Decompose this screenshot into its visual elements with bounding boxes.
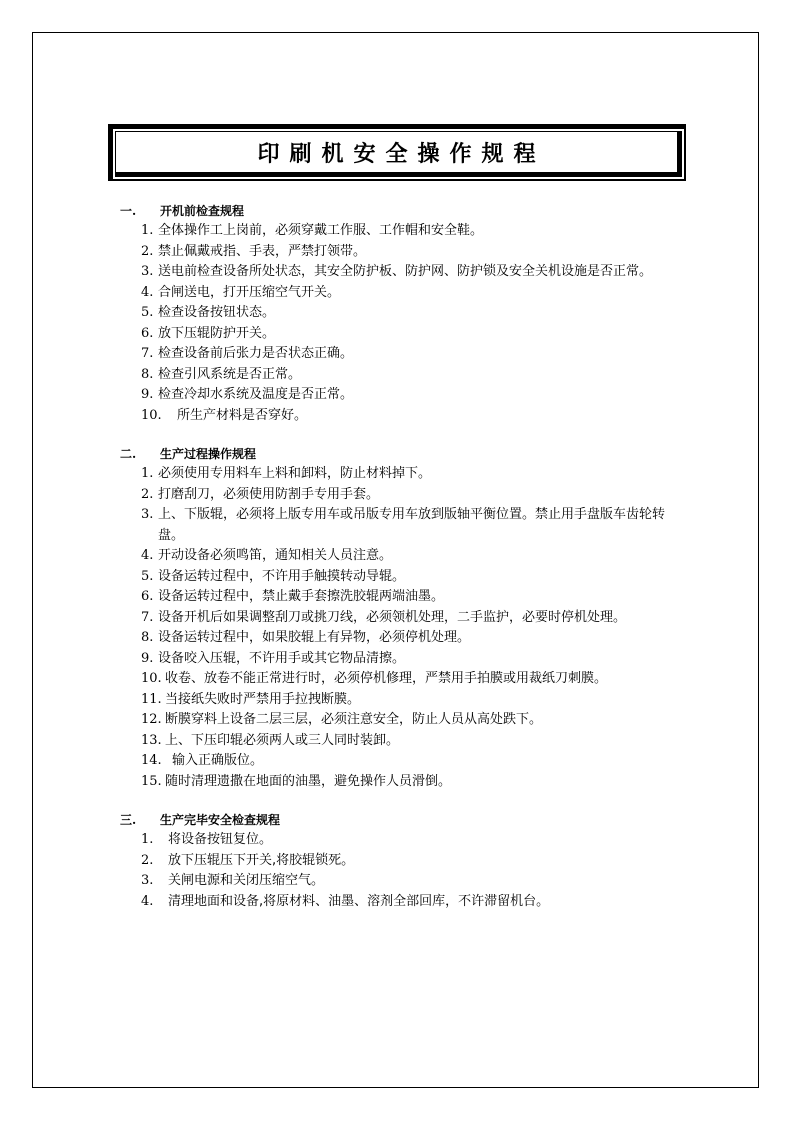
item-text: 放下压辊防护开关。 [158, 325, 276, 341]
item-number: 3. [141, 264, 154, 279]
section-number: 三. [120, 813, 137, 827]
item-text: 设备运转过程中，如果胶辊上有异物，必须停机处理。 [158, 630, 471, 645]
item-number: 3. [141, 507, 154, 522]
item-text: 将设备按钮复位。 [168, 832, 273, 847]
item-number: 4. [141, 548, 154, 563]
title-box [108, 124, 686, 181]
list-item [120, 710, 690, 731]
item-number: 1. [141, 223, 154, 238]
list-item [120, 871, 690, 892]
item-text: 必须使用专用料车上料和卸料，防止材料掉下。 [158, 466, 432, 481]
item-number: 4. [141, 284, 154, 300]
item-text: 打磨刮刀，必须使用防割手专用手套。 [158, 486, 380, 502]
list-item [120, 242, 690, 263]
item-text: 输入正确版位。 [172, 753, 264, 768]
item-text: 设备运转过程中，禁止戴手套擦洗胶辊两端油墨。 [158, 589, 445, 604]
item-text: 放下压辊压下开关,将胶辊锁死。 [168, 852, 355, 868]
item-text: 开动设备必须鸣笛，通知相关人员注意。 [158, 548, 393, 563]
section-post-production-check [120, 810, 690, 912]
item-number: 7. [141, 346, 154, 361]
item-number: 6. [141, 325, 154, 341]
item-number: 5. [141, 568, 154, 584]
list-item [120, 628, 690, 649]
item-text: 收卷、放卷不能正常进行时，必须停机修理，严禁用手拍膜或用裁纸刀刺膜。 [165, 671, 608, 686]
document-title: 印刷机安全操作规程 [257, 140, 546, 167]
list-item [120, 221, 690, 242]
list-item [120, 385, 690, 406]
section-heading [120, 444, 690, 464]
list-item [120, 669, 690, 690]
list-item [120, 751, 690, 772]
item-number: 9. [141, 650, 154, 666]
section-production-process [120, 444, 690, 792]
item-text: 设备运转过程中，不许用手触摸转动导辊。 [158, 568, 406, 584]
title-inner-frame [115, 131, 682, 177]
list-item [120, 851, 690, 872]
item-text: 禁止佩戴戒指、手表，严禁打领带。 [158, 243, 367, 259]
list-item [120, 344, 690, 365]
item-number: 7. [141, 609, 154, 625]
item-number: 3. [141, 873, 154, 888]
list-item [120, 324, 690, 345]
item-text: 全体操作工上岗前，必须穿戴工作服、工作帽和安全鞋。 [158, 223, 484, 238]
list-item [120, 649, 690, 670]
item-text: 检查设备按钮状态。 [158, 305, 276, 320]
list-item [120, 505, 690, 546]
section-number: 一. [120, 204, 137, 218]
item-number: 12. [141, 712, 162, 727]
item-text: 关闸电源和关闭压缩空气。 [168, 873, 325, 888]
list-item [120, 892, 690, 913]
list-item [120, 365, 690, 386]
list-item [120, 546, 690, 567]
list-item [120, 587, 690, 608]
item-number: 10. [141, 671, 162, 686]
item-number: 14. [141, 753, 162, 768]
item-number: 2. [141, 486, 154, 502]
item-number: 15. [141, 773, 162, 789]
item-text: 上、下压印辊必须两人或三人同时装卸。 [165, 732, 400, 748]
item-text: 清理地面和设备,将原材料、油墨、溶剂全部回库，不许滞留机台。 [168, 893, 550, 909]
list-item [120, 262, 690, 283]
item-text: 送电前检查设备所处状态，其安全防护板、防护网、防护锁及安全关机设施是否正常。 [158, 264, 653, 279]
list-item [120, 283, 690, 304]
item-number: 1. [141, 466, 154, 481]
item-number: 8. [141, 630, 154, 645]
list-item [120, 731, 690, 752]
item-text: 检查设备前后张力是否状态正确。 [158, 346, 354, 361]
list-item [120, 485, 690, 506]
item-text: 上、下版辊，必须将上版专用车或吊版专用车放到版轴平衡位置。禁止用手盘版车齿轮转盘。 [158, 507, 666, 543]
section-heading [120, 810, 690, 830]
item-number: 6. [141, 589, 154, 604]
section-heading [120, 201, 690, 221]
section-number: 二. [120, 447, 137, 461]
list-item [120, 464, 690, 485]
item-text: 合闸送电，打开压缩空气开关。 [158, 284, 341, 300]
item-number: 5. [141, 305, 154, 320]
list-item [120, 303, 690, 324]
item-number: 11. [141, 691, 162, 707]
list-item [120, 690, 690, 711]
item-number: 10. [141, 407, 162, 423]
item-text: 检查冷却水系统及温度是否正常。 [158, 387, 354, 402]
item-text: 所生产材料是否穿好。 [177, 407, 308, 423]
list-item [120, 406, 690, 427]
document-body [120, 201, 690, 930]
section-title: 生产完毕安全检查规程 [160, 813, 281, 827]
item-text: 当接纸失败时严禁用手拉拽断膜。 [165, 691, 361, 707]
item-text: 检查引风系统是否正常。 [158, 366, 302, 382]
list-item [120, 830, 690, 851]
list-item [120, 567, 690, 588]
item-text: 设备咬入压辊，不许用手或其它物品清擦。 [158, 650, 406, 666]
item-number: 9. [141, 387, 154, 402]
item-text: 断膜穿料上设备二层三层，必须注意安全，防止人员从高处跌下。 [165, 712, 543, 727]
item-number: 2. [141, 243, 154, 259]
section-pre-start-check [120, 201, 690, 426]
item-number: 1. [141, 832, 154, 847]
item-text: 随时清理遗撒在地面的油墨，避免操作人员滑倒。 [165, 773, 452, 789]
item-number: 8. [141, 366, 154, 382]
list-item [120, 608, 690, 629]
item-number: 2. [141, 852, 154, 868]
section-title: 开机前检查规程 [160, 204, 245, 218]
list-item [120, 772, 690, 793]
item-text: 设备开机后如果调整刮刀或挑刀线，必须领机处理，二手监护，必要时停机处理。 [158, 609, 627, 625]
item-number: 13. [141, 732, 162, 748]
item-number: 4. [141, 893, 154, 909]
section-title: 生产过程操作规程 [160, 447, 257, 461]
